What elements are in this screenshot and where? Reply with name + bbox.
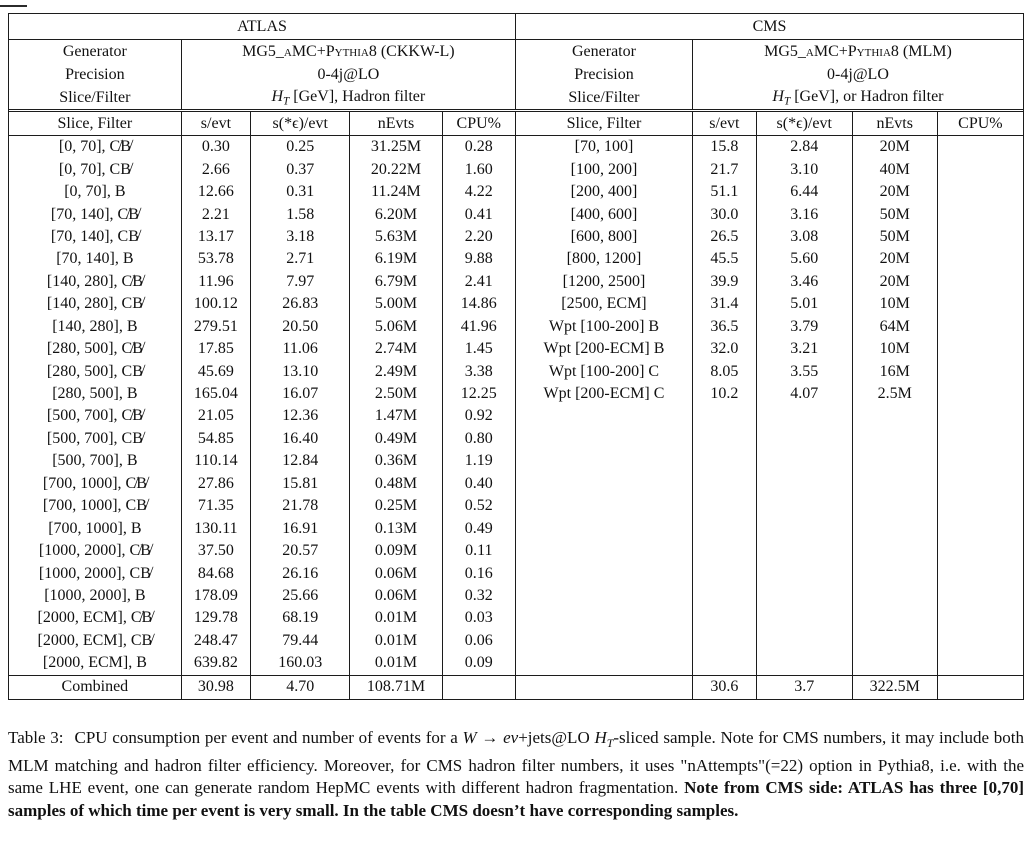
table-cell: 20M <box>852 248 937 270</box>
table-row <box>516 136 1023 159</box>
table-cell: 36.5 <box>692 316 756 338</box>
table-cell: 5.06M <box>350 316 442 338</box>
table-cell: 2.49M <box>350 360 442 382</box>
table-row <box>9 293 516 315</box>
table-cell: 0.41 <box>442 203 515 225</box>
table-row <box>516 316 1023 338</box>
table-cell: 16.40 <box>251 428 350 450</box>
cms-slice-value <box>692 86 1023 111</box>
table-row <box>9 271 516 293</box>
table-cell: 1.45 <box>442 338 515 360</box>
table-cell: 279.51 <box>181 316 250 338</box>
table-cell: 0.48M <box>350 473 442 495</box>
table-row <box>516 181 1023 203</box>
atlas-column-header-row <box>9 111 516 136</box>
cms-precision-row <box>516 63 1023 86</box>
text-segment: W <box>462 728 477 747</box>
text-segment: -sliced sample. Note for CMS numbers, it may include both MLM matching and hadron filter efficiency. Moreover, for CMS hadron filter numbers, it uses "nAttempts"(=22) option in Pythia8, i.e. with the same LHE event, one can generate random HepMC events with different hadron fragmentation. <box>8 728 1025 798</box>
table-cell: 6.20M <box>350 203 442 225</box>
table-cell: 0.25M <box>350 495 442 517</box>
table-row <box>9 540 516 562</box>
table-cell: 26.5 <box>692 226 756 248</box>
table-row <box>9 360 516 382</box>
table-cell: 20M <box>852 271 937 293</box>
table-cell: 25.66 <box>251 585 350 607</box>
table-cell: 39.9 <box>692 271 756 293</box>
table-cell: 0.32 <box>442 585 515 607</box>
table-cell: [1200, 2500] <box>562 272 646 290</box>
table-cell: 0.80 <box>442 428 515 450</box>
table-cell: 160.03 <box>251 652 350 675</box>
table-cell: 31.25M <box>350 136 442 159</box>
table-cell: 5.63M <box>350 226 442 248</box>
table-cell: 2.41 <box>442 271 515 293</box>
table-cell <box>937 383 1023 405</box>
table-cell: 2.74M <box>350 338 442 360</box>
table-cell: 10.2 <box>692 383 756 405</box>
table-cell: 6.44 <box>756 181 852 203</box>
table-row <box>9 607 516 629</box>
table-cell: 5.60 <box>756 248 852 270</box>
atlas-precision-value: 0-4j@LO <box>181 63 515 86</box>
combined-cell: 108.71M <box>350 675 442 699</box>
text-segment: T <box>283 95 290 108</box>
column-header: CPU% <box>937 111 1023 136</box>
table-cell: 248.47 <box>181 630 250 652</box>
table-cell: 45.69 <box>181 360 250 382</box>
table-cell: 2.5M <box>852 383 937 405</box>
table-cell: [700, 1000], CB̸ <box>42 497 147 515</box>
table-cell: 0.28 <box>442 136 515 159</box>
combined-label <box>516 675 692 699</box>
table-cell: 3.79 <box>756 316 852 338</box>
table-3 <box>8 13 1024 700</box>
atlas-generator-row <box>9 40 516 64</box>
table-cell: 1.60 <box>442 158 515 180</box>
table-cell: 12.84 <box>251 450 350 472</box>
table-cell: [600, 800] <box>570 227 638 245</box>
table-cell: 11.06 <box>251 338 350 360</box>
table-cell: 20M <box>852 136 937 159</box>
table-row <box>9 495 516 517</box>
text-segment: eν <box>503 728 519 747</box>
table-row <box>9 652 516 675</box>
table-cell <box>937 136 1023 159</box>
table-row <box>516 158 1023 180</box>
table-row <box>516 360 1023 382</box>
table-cell <box>937 203 1023 225</box>
table-cell: 2.50M <box>350 383 442 405</box>
atlas-title: ATLAS <box>9 14 516 40</box>
atlas-combined-row <box>9 675 516 699</box>
table-cell: [70, 140], C̸B̸ <box>50 205 139 223</box>
atlas-slice-row <box>9 86 516 111</box>
table-cell: 3.16 <box>756 203 852 225</box>
cms-title-row <box>516 14 1023 40</box>
text-segment: CPU consumption per event and number of events for a <box>74 728 463 747</box>
table-cell: 8.05 <box>692 360 756 382</box>
table-cell: [700, 1000], B <box>48 519 142 537</box>
table-cell: 15.8 <box>692 136 756 159</box>
table-row <box>516 203 1023 225</box>
table-cell: 1.47M <box>350 405 442 427</box>
table-cell: 3.55 <box>756 360 852 382</box>
table-cell: Wpt [200-ECM] C <box>543 385 665 403</box>
table-cell <box>937 158 1023 180</box>
table-cell: [70, 140], B <box>56 250 134 268</box>
table-row <box>9 248 516 270</box>
table-cell: [100, 200] <box>570 160 638 178</box>
cms-title: CMS <box>516 14 1023 40</box>
table-cell: [70, 140], CB̸ <box>50 227 139 245</box>
table-cell: [280, 500], CB̸ <box>46 362 143 380</box>
table-cell: 0.09 <box>442 652 515 675</box>
combined-cell: 3.7 <box>756 675 852 699</box>
table-caption <box>8 727 1024 823</box>
table-cell: 21.7 <box>692 158 756 180</box>
table-cell: 11.24M <box>350 181 442 203</box>
table-cell: 50M <box>852 226 937 248</box>
table-cell: 0.37 <box>251 158 350 180</box>
combined-cell <box>442 675 515 699</box>
table-cell: 41.96 <box>442 316 515 338</box>
text-segment: Table 3: <box>8 728 64 747</box>
table-cell: [70, 100] <box>574 138 634 156</box>
cms-empty-space <box>516 405 1023 675</box>
column-header: CPU% <box>442 111 515 136</box>
table-row <box>9 405 516 427</box>
table-cell: 10M <box>852 338 937 360</box>
table-cell: [140, 280], B <box>52 317 138 335</box>
table-cell: 15.81 <box>251 473 350 495</box>
table-row <box>9 383 516 405</box>
table-cell: 32.0 <box>692 338 756 360</box>
table-cell: [2000, ECM], C̸B̸ <box>37 609 153 627</box>
table-cell: 51.1 <box>692 181 756 203</box>
table-cell: 130.11 <box>181 517 250 539</box>
table-cell: 79.44 <box>251 630 350 652</box>
atlas-generator-label: Generator <box>62 42 127 60</box>
table-row <box>9 181 516 203</box>
table-cell: [0, 70], C̸B̸ <box>58 138 131 156</box>
table-row <box>9 517 516 539</box>
table-cell: 165.04 <box>181 383 250 405</box>
table-cell: 16.91 <box>251 517 350 539</box>
atlas-precision-label: Precision <box>65 65 125 83</box>
table-cell: 100.12 <box>181 293 250 315</box>
cms-body <box>516 136 1023 406</box>
table-cell <box>937 271 1023 293</box>
table-cell: 0.01M <box>350 607 442 629</box>
cms-precision-label: Precision <box>574 65 634 83</box>
table-row <box>516 338 1023 360</box>
table-cell: 20.22M <box>350 158 442 180</box>
table-row <box>9 226 516 248</box>
table-row <box>516 226 1023 248</box>
cms-slice-label: Slice/Filter <box>516 86 692 111</box>
atlas-generator-value: MG5_aMC+Pythia8 (CKKW-L) <box>181 40 515 64</box>
table-cell: 2.21 <box>181 203 250 225</box>
cms-slice-row <box>516 86 1023 111</box>
table-row <box>9 562 516 584</box>
table-cell: [1000, 2000], C̸B̸ <box>38 542 151 560</box>
column-header: Slice, Filter <box>9 111 181 136</box>
table-cell: [2000, ECM], CB̸ <box>37 631 153 649</box>
cms-table <box>516 14 1023 699</box>
table-cell: 13.10 <box>251 360 350 382</box>
column-header: nEvts <box>350 111 442 136</box>
table-cell: 0.92 <box>442 405 515 427</box>
table-cell: 12.36 <box>251 405 350 427</box>
table-cell: [800, 1200] <box>566 250 642 268</box>
table-cell: 1.58 <box>251 203 350 225</box>
table-cell: 0.06M <box>350 562 442 584</box>
table-cell: 2.71 <box>251 248 350 270</box>
table-cell: 31.4 <box>692 293 756 315</box>
table-cell: 16.07 <box>251 383 350 405</box>
table-cell: 3.46 <box>756 271 852 293</box>
table-cell: [140, 280], CB̸ <box>46 295 143 313</box>
table-row <box>9 203 516 225</box>
table-cell: Wpt [100-200] B <box>548 317 660 335</box>
table-cell: [2500, ECM] <box>561 295 647 313</box>
text-segment: T <box>606 735 614 750</box>
table-cell: 21.78 <box>251 495 350 517</box>
table-row <box>516 383 1023 405</box>
cms-column-header-row <box>516 111 1023 136</box>
table-cell: 64M <box>852 316 937 338</box>
table-cell: 20.57 <box>251 540 350 562</box>
table-cell <box>937 226 1023 248</box>
table-cell: [0, 70], B <box>64 183 126 201</box>
text-segment: T <box>783 95 791 108</box>
text-segment: +jets@LO <box>518 728 595 747</box>
text-segment: [GeV], Hadron filter <box>289 87 426 105</box>
table-cell: 12.25 <box>442 383 515 405</box>
table-cell: 0.49 <box>442 517 515 539</box>
text-segment: H <box>594 728 607 747</box>
table-cell: 0.01M <box>350 652 442 675</box>
table-cell: 16M <box>852 360 937 382</box>
text-segment: H <box>772 87 784 105</box>
table-cell: [500, 700], CB̸ <box>46 429 143 447</box>
table-cell <box>937 360 1023 382</box>
table-cell: [1000, 2000], B <box>44 586 146 604</box>
table-cell: 3.08 <box>756 226 852 248</box>
column-header: Slice, Filter <box>516 111 692 136</box>
table-cell: 3.18 <box>251 226 350 248</box>
table-cell: 3.10 <box>756 158 852 180</box>
table-cell: [0, 70], CB̸ <box>58 160 131 178</box>
table-cell: 1.19 <box>442 450 515 472</box>
combined-cell: 30.6 <box>692 675 756 699</box>
table-cell: 110.14 <box>181 450 250 472</box>
atlas-slice-label: Slice/Filter <box>9 86 181 111</box>
table-row <box>9 158 516 180</box>
table-cell: 0.11 <box>442 540 515 562</box>
table-cell: 0.03 <box>442 607 515 629</box>
table-cell: 6.19M <box>350 248 442 270</box>
table-cell: 10M <box>852 293 937 315</box>
filler-row <box>516 405 1023 675</box>
text-segment: H <box>271 87 284 105</box>
table-cell: 54.85 <box>181 428 250 450</box>
table-cell: 6.79M <box>350 271 442 293</box>
column-header: nEvts <box>852 111 937 136</box>
table-cell: Wpt [100-200] C <box>548 362 660 380</box>
table-cell: 0.01M <box>350 630 442 652</box>
atlas-title-row <box>9 14 516 40</box>
table-cell: 5.01 <box>756 293 852 315</box>
table-cell: 4.22 <box>442 181 515 203</box>
table-cell: 3.21 <box>756 338 852 360</box>
table-cell: 21.05 <box>181 405 250 427</box>
table-cell: 40M <box>852 158 937 180</box>
table-cell: [500, 700], C̸B̸ <box>46 407 143 425</box>
table-cell: 37.50 <box>181 540 250 562</box>
table-cell: 20.50 <box>251 316 350 338</box>
table-row <box>9 585 516 607</box>
table-cell: [280, 500], C̸B̸ <box>46 340 143 358</box>
cms-precision-value: 0-4j@LO <box>692 63 1023 86</box>
cms-generator-value: MG5_aMC+Pythia8 (MLM) <box>692 40 1023 64</box>
table-cell: 0.30 <box>181 136 250 159</box>
table-cell: Wpt [200-ECM] B <box>543 340 665 358</box>
table-cell: 0.36M <box>350 450 442 472</box>
table-cell: 50M <box>852 203 937 225</box>
table-cell: 20M <box>852 181 937 203</box>
atlas-slice-value <box>181 86 515 111</box>
table-cell: 71.35 <box>181 495 250 517</box>
table-cell: 26.83 <box>251 293 350 315</box>
cms-generator-label: Generator <box>571 42 636 60</box>
table-row <box>9 630 516 652</box>
text-segment: Note from CMS side: ATLAS has three [0,70] samples of which time per event is very small. In the table CMS doesn’t have corresponding samples. <box>8 778 1024 820</box>
table-row <box>9 473 516 495</box>
table-cell <box>937 181 1023 203</box>
table-cell: 0.31 <box>251 181 350 203</box>
column-header: s/evt <box>692 111 756 136</box>
table-cell: 9.88 <box>442 248 515 270</box>
page-edge-artifact <box>0 5 27 7</box>
table-row <box>9 428 516 450</box>
table-cell: 4.07 <box>756 383 852 405</box>
table-cell: 30.0 <box>692 203 756 225</box>
text-segment: [GeV], or Hadron filter <box>790 87 944 105</box>
atlas-body <box>9 136 516 676</box>
combined-cell: 30.98 <box>181 675 250 699</box>
table-cell: 178.09 <box>181 585 250 607</box>
table-row <box>516 248 1023 270</box>
table-cell: [280, 500], B <box>52 385 138 403</box>
table-cell: 53.78 <box>181 248 250 270</box>
table-cell: 11.96 <box>181 271 250 293</box>
table-cell: 27.86 <box>181 473 250 495</box>
table-cell: 0.13M <box>350 517 442 539</box>
table-row <box>9 338 516 360</box>
column-header: s(*ϵ)/evt <box>756 111 852 136</box>
table-cell <box>937 293 1023 315</box>
table-cell: 13.17 <box>181 226 250 248</box>
table-cell: [1000, 2000], CB̸ <box>38 564 151 582</box>
column-header: s/evt <box>181 111 250 136</box>
table-cell: 2.20 <box>442 226 515 248</box>
table-row <box>9 450 516 472</box>
combined-label: Combined <box>9 675 181 699</box>
table-cell: 2.84 <box>756 136 852 159</box>
atlas-table <box>9 14 516 699</box>
table-cell: 3.38 <box>442 360 515 382</box>
table-cell: 0.49M <box>350 428 442 450</box>
table-cell: 45.5 <box>692 248 756 270</box>
table-cell: [2000, ECM], B <box>42 654 147 672</box>
table-row <box>516 293 1023 315</box>
table-cell: 0.06M <box>350 585 442 607</box>
table-cell: 17.85 <box>181 338 250 360</box>
table-cell: 0.16 <box>442 562 515 584</box>
table-cell: 0.40 <box>442 473 515 495</box>
table-row <box>9 136 516 159</box>
table-cell: [140, 280], C̸B̸ <box>46 272 143 290</box>
column-header: s(*ϵ)/evt <box>251 111 350 136</box>
combined-cell: 322.5M <box>852 675 937 699</box>
table-cell <box>937 248 1023 270</box>
table-cell: [200, 400] <box>570 183 638 201</box>
table-cell: 0.25 <box>251 136 350 159</box>
table-row <box>9 316 516 338</box>
table-row <box>516 271 1023 293</box>
table-cell: 129.78 <box>181 607 250 629</box>
table-cell: 68.19 <box>251 607 350 629</box>
table-cell: 26.16 <box>251 562 350 584</box>
atlas-precision-row <box>9 63 516 86</box>
table-cell: 7.97 <box>251 271 350 293</box>
table-cell: [400, 600] <box>570 205 638 223</box>
table-cell <box>937 338 1023 360</box>
table-cell: 14.86 <box>442 293 515 315</box>
table-cell: 0.09M <box>350 540 442 562</box>
table-cell: 0.52 <box>442 495 515 517</box>
table-cell: 84.68 <box>181 562 250 584</box>
table-cell: 12.66 <box>181 181 250 203</box>
table-cell: 5.00M <box>350 293 442 315</box>
table-cell: [700, 1000], C̸B̸ <box>42 474 147 492</box>
table-cell: 0.06 <box>442 630 515 652</box>
cms-combined-row <box>516 675 1023 699</box>
table-cell <box>937 316 1023 338</box>
table-cell: 2.66 <box>181 158 250 180</box>
combined-cell: 4.70 <box>251 675 350 699</box>
cms-generator-row <box>516 40 1023 64</box>
text-segment: → <box>476 728 504 747</box>
combined-cell <box>937 675 1023 699</box>
table-cell: 639.82 <box>181 652 250 675</box>
table-cell: [500, 700], B <box>52 452 138 470</box>
